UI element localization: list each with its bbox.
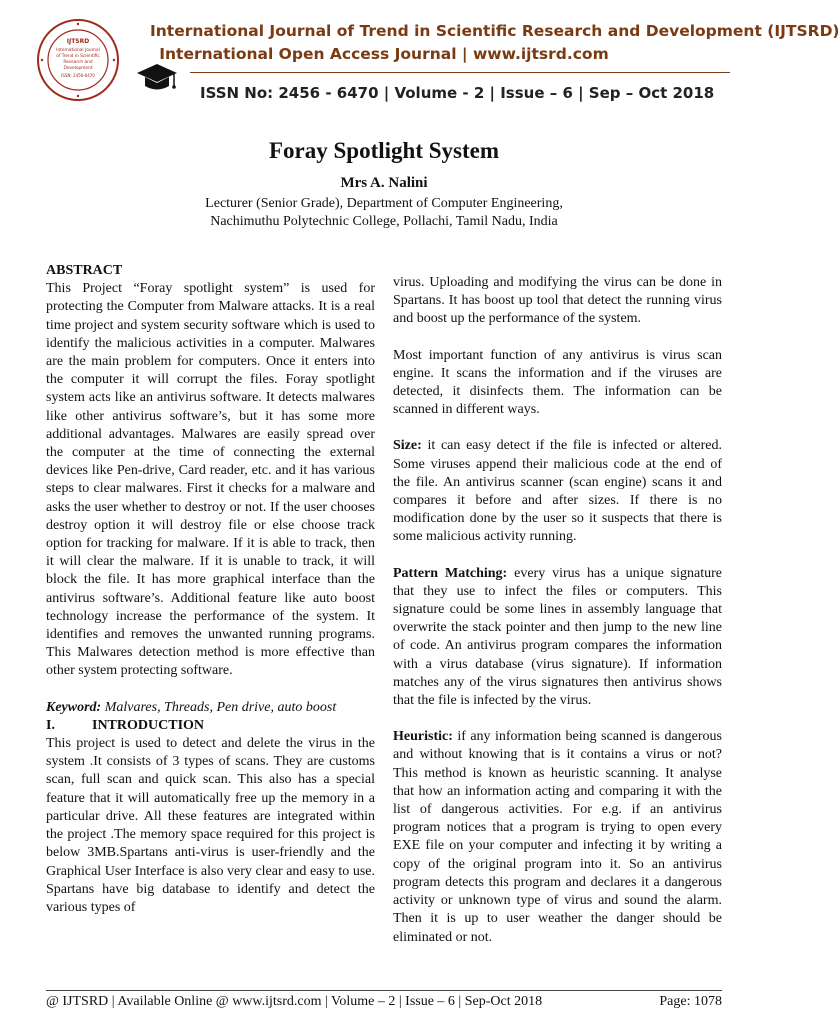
size-label: Size: xyxy=(393,438,422,454)
paper-author: Mrs A. Nalini xyxy=(340,175,428,191)
paper-title: Foray Spotlight System xyxy=(269,138,499,163)
footer-citation: @ IJTSRD | Available Online @ www.ijtsrd.com | Volume – 2 | Issue – 6 | Sep-Oct 2018 xyxy=(46,994,543,1009)
paragraph-size xyxy=(393,437,722,546)
svg-text:Development: Development xyxy=(63,66,93,71)
paragraph-heuristic xyxy=(393,728,722,946)
size-text: it can easy detect if the file is infected or altered. Some viruses append their malicious code at the end of the file. An antivirus scanner (scan engine) scans it and compares it before and after sizes. If there is no modification done by the user so it suspects that there is some malicious activity running. xyxy=(393,438,722,545)
section-title: INTRODUCTION xyxy=(92,717,205,733)
heuristic-text: if any information being scanned is dangerous and without knowing that is it contains a virus or not? This method is known as heuristic scanning. It analyse that how an information acting and comparing it with the list of dangerous activities. For e.g. if an antivirus program notices that a program is trying to open every EXE file on your computer and infecting it by writing a copy of the original program into it. So an antivirus program detects this program and declares it a dangerous activity or unknown type of virus and sound the alarm. Then it is up to user weather the danger should be eliminated or not. xyxy=(393,729,722,945)
keyword-label: Keyword: xyxy=(46,699,102,715)
graduation-cap-icon xyxy=(136,62,178,96)
journal-name: International Journal of Trend in Scientific Research and Development (IJTSRD) xyxy=(150,22,840,40)
svg-text:of Trend in Scientific: of Trend in Scientific xyxy=(56,54,100,59)
journal-header xyxy=(0,0,840,112)
journal-subline: International Open Access Journal | www.ijtsrd.com xyxy=(159,45,609,63)
svg-text:ISSN: 2456-6470: ISSN: 2456-6470 xyxy=(61,73,95,78)
left-column xyxy=(46,262,375,917)
footer-rule xyxy=(46,990,722,991)
svg-text:Research and: Research and xyxy=(63,60,93,65)
right-column xyxy=(393,274,722,947)
section-number: I. xyxy=(46,717,55,733)
affiliation-line-2: Nachimuthu Polytechnic College, Pollachi, Tamil Nadu, India xyxy=(210,214,558,229)
svg-text:International Journal: International Journal xyxy=(56,48,100,53)
abstract-text: This Project “Foray spotlight system” is used for protecting the Computer from Malware attacks. It is a real time project and system security software which is used to identify the malicious activities in a computer. Malwares are the main problem for computers. Once it enters into the computer it will corrupt the files. Foray spotlight system acts like an antivirus software. It detects malwares like other antivirus software’s, but it has some more additional advantages. Malwares are easily spread over the computer at the time of connecting the external devices like Pen-drive, Card reader, etc. and it has various steps to clear malwares. First it checks for a malware and asks the user whether to destroy or not. If the user chooses destroy option it will destroy file or else choose track option for tracking for malware. If it is able to track, then it will clear the malware. If it is unable to track, it will block the file. It has more graphical interface than the antivirus software’s. Additional feature like auto boost technology increase the performance of the system. It identifies and removes the unwanted running programs. This Malwares detection method is more effective than other system protecting software. xyxy=(46,281,375,679)
abstract-heading: ABSTRACT xyxy=(46,263,123,278)
affiliation-line-1: Lecturer (Senior Grade), Department of Computer Engineering, xyxy=(205,196,563,211)
paragraph-pattern-matching xyxy=(393,565,722,711)
paragraph-scan-engine: Most important function of any antivirus is virus scan engine. It scans the information and if the viruses are detected, it disinfects them. The information can be scanned in different ways. xyxy=(393,347,722,418)
introduction-heading xyxy=(46,717,375,735)
pattern-label: Pattern Matching: xyxy=(393,565,508,581)
keyword-text: Malvares, Threads, Pen drive, auto boost xyxy=(101,699,337,715)
svg-text:IJTSRD: IJTSRD xyxy=(66,38,90,45)
page-number: Page: 1078 xyxy=(659,994,722,1009)
pattern-text: every virus has a unique signature that they use to infect the files or computers. This signature could be some lines in assembly language that overwrite the stack pointer and then jump to the new line of code. An antivirus program compares the information with a virus database (virus signature). If information matches any of the virus signatures then antivirus shows that the file is infected by the virus. xyxy=(393,565,723,709)
issue-line: ISSN No: 2456 - 6470 | Volume - 2 | Issue – 6 | Sep – Oct 2018 xyxy=(200,84,715,102)
introduction-text: This project is used to detect and delete the virus in the system .It consists of 3 types of scans. They are customs scan, full scan and quick scan. This also has a special feature that it will automatically free up the memory in a particular drive. All these features are integrated within the project .The memory space required for this project is below 3MB.Spartans anti-virus is user-friendly and the Graphical User Interface is also very clear and easy to use. Spartans have big database to identify and detect the various types of xyxy=(46,736,375,915)
paragraph-virus-upload: virus. Uploading and modifying the virus can be done in Spartans. It has boost up tool that detect the running virus and boost up the performance of the system. xyxy=(393,275,722,327)
keywords xyxy=(46,699,375,717)
header-rule xyxy=(190,72,730,73)
author-affiliation xyxy=(0,195,768,231)
heuristic-label: Heuristic: xyxy=(393,729,453,745)
